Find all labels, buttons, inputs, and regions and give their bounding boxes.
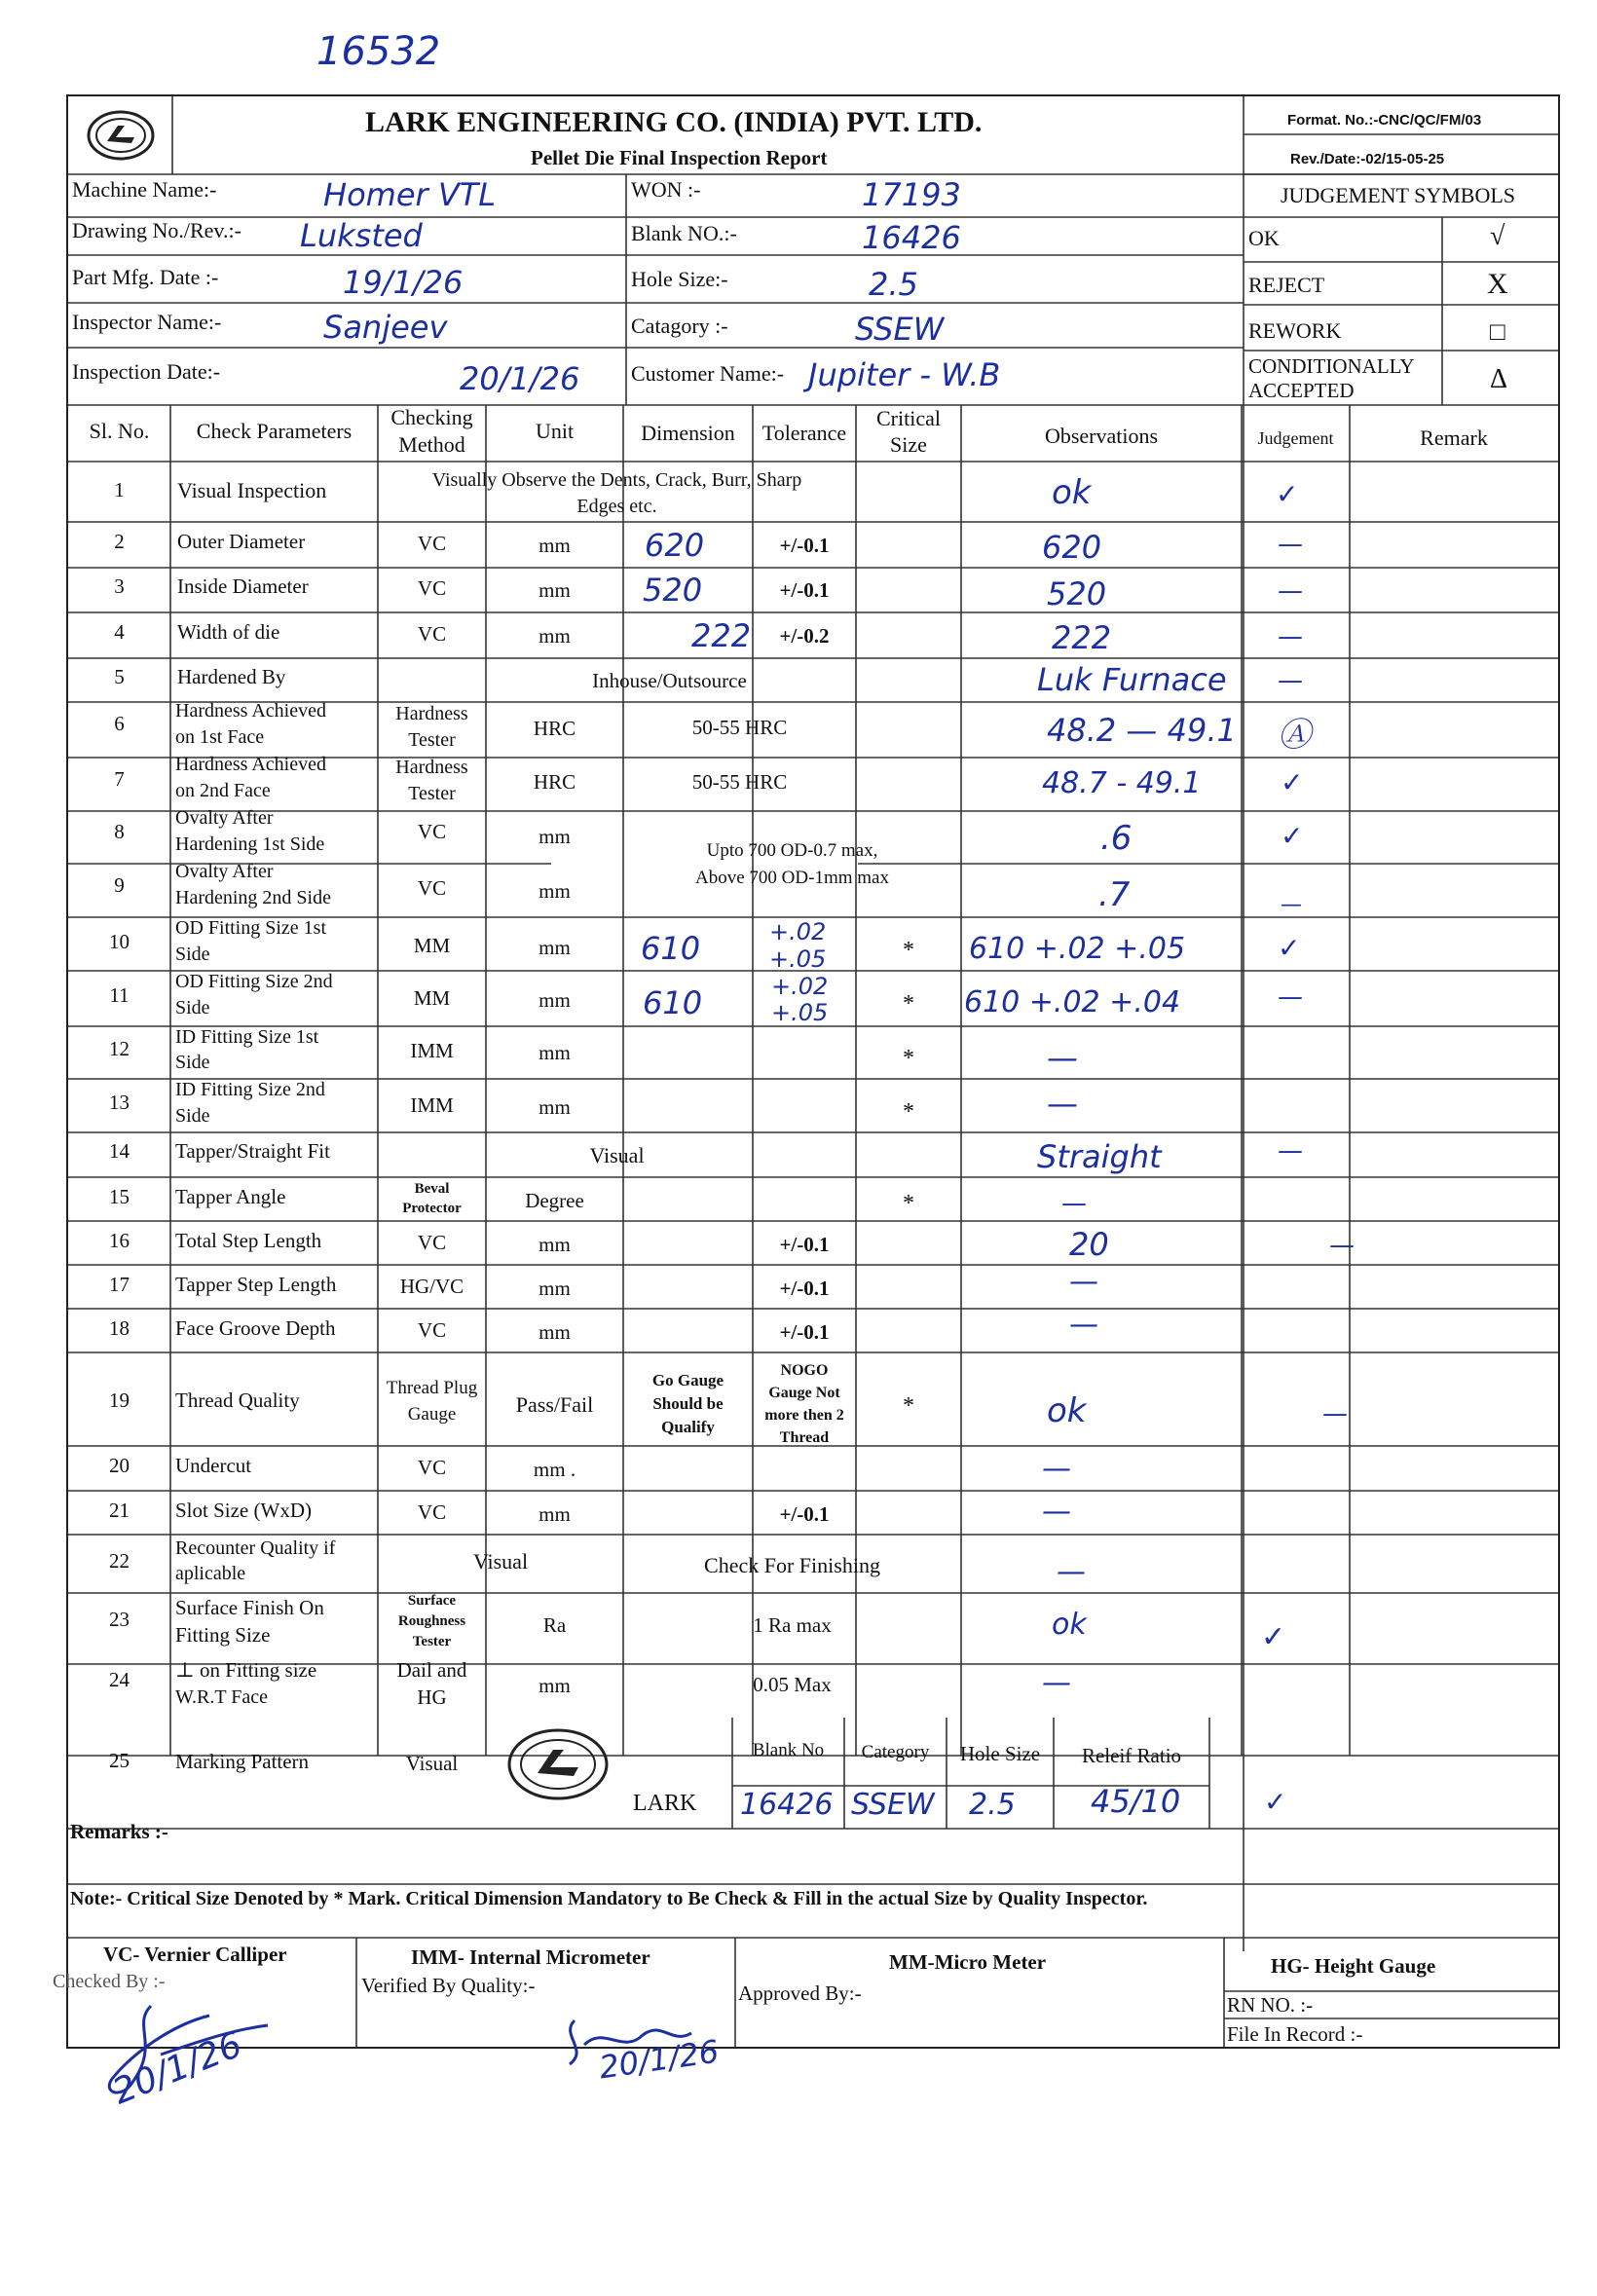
row-15-method-a: Beval <box>414 1181 450 1197</box>
col-method-1: Checking <box>390 405 473 429</box>
col-observations: Observations <box>1044 424 1159 448</box>
machine-name-label: Machine Name:- <box>72 177 217 202</box>
row-21-observation: — <box>1042 1495 1071 1529</box>
rn-number-label: RN NO. :- <box>1227 1993 1314 2017</box>
row-10-method: MM <box>413 934 451 957</box>
col-check-parameters: Check Parameters <box>196 419 353 443</box>
row-19-tolerance-c: more then 2 <box>764 1407 844 1424</box>
symbol-conditional-label-2: ACCEPTED <box>1248 379 1355 402</box>
row-16-param: Total Step Length <box>175 1229 322 1252</box>
row-19-method-b: Gauge <box>407 1404 457 1425</box>
row-21-param: Slot Size (WxD) <box>175 1499 312 1522</box>
row-23-observation: ok <box>1052 1608 1087 1642</box>
row-10-dimension: 610 <box>641 930 701 967</box>
row-25-relief-header: Releif Ratio <box>1081 1744 1182 1767</box>
row-7-no: 7 <box>114 767 125 791</box>
row-11-unit: mm <box>539 988 571 1012</box>
row-11-param-b: Side <box>175 997 210 1018</box>
row-2-method: VC <box>417 532 447 555</box>
row-5-observation: Luk Furnace <box>1037 661 1227 698</box>
row-20-param: Undercut <box>175 1454 252 1477</box>
symbol-reject-label: REJECT <box>1248 273 1325 297</box>
row-3-param: Inside Diameter <box>177 574 309 598</box>
row-2-observation: 620 <box>1042 529 1102 566</box>
customer-name-value: Jupiter - W.B <box>808 356 1001 393</box>
row-13-no: 13 <box>109 1091 130 1114</box>
row-12-critical-mark: * <box>903 1046 914 1071</box>
row-25-category-value: SSEW <box>851 1788 935 1822</box>
row-12-param-b: Side <box>175 1052 210 1073</box>
row-22-no: 22 <box>109 1549 130 1573</box>
document-number: 16532 <box>316 29 441 74</box>
row-5-judgement: — <box>1278 666 1303 695</box>
row-19-param: Thread Quality <box>175 1389 300 1412</box>
row-12-param-a: ID Fitting Size 1st <box>175 1026 319 1048</box>
legend-hg: HG- Height Gauge <box>1271 1954 1436 1978</box>
row-14-merged: Visual <box>589 1143 645 1167</box>
row-19-tolerance-d: Thread <box>779 1429 830 1446</box>
inspection-date-value: 20/1/26 <box>460 360 580 397</box>
row-25-category-header: Category <box>861 1742 930 1762</box>
row-8-observation: .6 <box>1100 819 1133 858</box>
row-19-dimension-b: Should be <box>652 1394 724 1413</box>
row-14-judgement: — <box>1278 1136 1303 1166</box>
row-2-unit: mm <box>539 534 571 557</box>
row-10-judgement: ✓ <box>1278 932 1301 964</box>
symbol-conditional-label-1: CONDITIONALLY <box>1248 354 1415 378</box>
legend-vc: VC- Vernier Calliper <box>103 1943 287 1966</box>
row-6-observation: 48.2 — 49.1 <box>1047 712 1237 749</box>
col-critical-2: Size <box>890 432 927 457</box>
col-remark: Remark <box>1420 426 1488 450</box>
row-21-method: VC <box>417 1500 447 1524</box>
checked-by-label: Checked By :- <box>53 1971 166 1992</box>
row-8-method: VC <box>417 820 447 843</box>
row-7-method-a: Hardness <box>395 757 468 778</box>
won-label: WON :- <box>631 177 701 202</box>
row-4-judgement: — <box>1278 622 1303 651</box>
row-13-param-b: Side <box>175 1105 210 1127</box>
row-10-tolerance-lower: +.05 <box>769 945 827 973</box>
row-18-observation: — <box>1069 1308 1098 1342</box>
row-21-no: 21 <box>109 1499 130 1522</box>
col-judgement: Judgement <box>1257 428 1334 448</box>
row-16-no: 16 <box>109 1229 130 1252</box>
report-title: Pellet Die Final Inspection Report <box>531 146 828 169</box>
row-22-merged: Visual <box>472 1549 529 1574</box>
row-7-param-a: Hardness Achieved <box>175 754 326 775</box>
row-11-tolerance-upper: +.02 <box>771 973 829 1000</box>
row-24-method-a: Dail and <box>396 1658 467 1682</box>
verified-by-date: 20/1/26 <box>596 2032 722 2087</box>
ovalty-spec-a: Upto 700 OD-0.7 max, <box>706 840 878 861</box>
part-mfg-date-value: 19/1/26 <box>343 264 464 301</box>
col-sl-no: Sl. No. <box>89 419 150 443</box>
row-6-param-b: on 1st Face <box>175 726 265 748</box>
legend-mm: MM-Micro Meter <box>889 1950 1047 1974</box>
symbol-rework-label: REWORK <box>1248 318 1342 343</box>
row-2-tolerance: +/-0.1 <box>779 534 830 557</box>
row-4-dimension: 222 <box>691 617 752 654</box>
row-3-judgement: — <box>1278 576 1303 606</box>
row-24-method-b: HG <box>417 1685 447 1709</box>
company-name: LARK ENGINEERING CO. (INDIA) PVT. LTD. <box>365 106 983 138</box>
row-9-observation: .7 <box>1098 875 1131 914</box>
row-12-unit: mm <box>539 1041 571 1064</box>
row-9-judgement: — <box>1281 893 1302 917</box>
verified-by-label: Verified By Quality:- <box>361 1974 536 1997</box>
row-10-critical-mark: * <box>903 938 914 963</box>
row-10-param-a: OD Fitting Size 1st <box>175 917 327 939</box>
row-4-unit: mm <box>539 624 571 648</box>
row-18-method: VC <box>417 1318 447 1342</box>
row-9-method: VC <box>417 876 447 900</box>
row-25-no: 25 <box>109 1749 130 1772</box>
inspection-date-label: Inspection Date:- <box>72 359 221 384</box>
checked-by-date: 20/1/26 <box>107 2024 248 2113</box>
row-2-no: 2 <box>114 530 125 553</box>
row-3-tolerance: +/-0.1 <box>779 578 830 602</box>
row-2-judgement: — <box>1278 530 1303 559</box>
row-23-no: 23 <box>109 1608 130 1631</box>
row-25-subgrid <box>68 96 1558 2047</box>
row-19-tolerance-a: NOGO <box>780 1362 829 1379</box>
row-7-observation: 48.7 - 49.1 <box>1042 766 1202 800</box>
symbol-conditional-icon: Δ <box>1490 364 1508 394</box>
row-14-param: Tapper/Straight Fit <box>175 1139 330 1163</box>
row-9-no: 9 <box>114 873 125 897</box>
row-9-param-b: Hardening 2nd Side <box>175 887 331 908</box>
row-6-unit: HRC <box>533 717 576 740</box>
row-3-method: VC <box>417 576 447 600</box>
col-tolerance: Tolerance <box>761 421 847 445</box>
row-4-method: VC <box>417 622 447 646</box>
blank-number-label: Blank NO.:- <box>631 221 737 245</box>
row-16-judgement: — <box>1329 1231 1355 1260</box>
row-1-no: 1 <box>114 478 125 501</box>
row-12-no: 12 <box>109 1037 130 1060</box>
row-9-unit: mm <box>539 879 571 903</box>
row-24-dimension: 0.05 Max <box>753 1673 832 1696</box>
symbol-ok-label: OK <box>1248 226 1280 250</box>
hole-size-label: Hole Size:- <box>631 267 728 291</box>
row-19-judgement: — <box>1322 1399 1348 1428</box>
row-15-unit: Degree <box>525 1189 584 1212</box>
row-10-tolerance-upper: +.02 <box>769 918 827 945</box>
row-19-dimension-a: Go Gauge <box>651 1371 724 1389</box>
row-23-judgement: ✓ <box>1261 1620 1286 1654</box>
symbol-ok-icon: √ <box>1490 221 1505 251</box>
row-13-observation: — <box>1047 1085 1078 1122</box>
hole-size-value: 2.5 <box>869 266 918 303</box>
row-25-param: Marking Pattern <box>175 1750 310 1773</box>
inspector-name-label: Inspector Name:- <box>72 310 222 334</box>
won-value: 17193 <box>862 176 961 213</box>
row-13-unit: mm <box>539 1095 571 1119</box>
row-3-dimension: 520 <box>643 572 703 609</box>
row-20-observation: — <box>1042 1452 1071 1486</box>
row-24-param-b: W.R.T Face <box>175 1686 268 1708</box>
row-6-judgement: Ⓐ <box>1278 716 1311 755</box>
col-dimension: Dimension <box>641 421 735 445</box>
approved-by-label: Approved By:- <box>738 1981 862 2005</box>
row-16-method: VC <box>417 1231 447 1254</box>
critical-size-note: Note:- Critical Size Denoted by * Mark. Critical Dimension Mandatory to Be Check & Fill in the actual Size by Quality Inspector. <box>70 1888 1148 1909</box>
row-4-observation: 222 <box>1052 619 1112 656</box>
row-17-method: HG/VC <box>399 1275 464 1298</box>
row-5-no: 5 <box>114 665 125 688</box>
row-16-tolerance: +/-0.1 <box>779 1233 830 1256</box>
row-19-dimension-c: Qualify <box>661 1418 715 1436</box>
row-6-no: 6 <box>114 712 125 735</box>
symbol-reject-icon: X <box>1487 268 1508 300</box>
row-25-hole-value: 2.5 <box>969 1788 1016 1822</box>
row-22-param-a: Recounter Quality if <box>175 1537 336 1559</box>
row-6-param-a: Hardness Achieved <box>175 700 326 722</box>
row-23-method-b: Roughness <box>397 1613 466 1629</box>
row-2-dimension: 620 <box>645 527 705 564</box>
row-13-param-a: ID Fitting Size 2nd <box>175 1079 325 1100</box>
row-19-observation: ok <box>1047 1391 1087 1430</box>
row-8-unit: mm <box>539 825 571 848</box>
row-25-method: Visual <box>405 1752 459 1775</box>
row-1-param: Visual Inspection <box>177 478 327 502</box>
row-23-param-b: Fitting Size <box>175 1623 271 1647</box>
col-critical-1: Critical <box>876 406 941 430</box>
row-1-method-a: Visually Observe the Dents, Crack, Burr, Sharp <box>431 469 802 491</box>
row-20-no: 20 <box>109 1454 130 1477</box>
row-25-blank-value: 16426 <box>740 1788 834 1822</box>
row-5-merged: Inhouse/Outsource <box>592 669 747 692</box>
row-4-tolerance: +/-0.2 <box>779 624 830 648</box>
row-11-critical-mark: * <box>903 991 914 1017</box>
row-25-hole-header: Hole Size <box>959 1742 1041 1765</box>
row-15-critical-mark: * <box>903 1191 914 1216</box>
row-25-relief-value: 45/10 <box>1091 1783 1181 1820</box>
row-8-param-a: Ovalty After <box>175 807 274 829</box>
row-15-method-b: Protector <box>402 1201 462 1216</box>
row-23-unit: Ra <box>542 1613 567 1637</box>
row-10-param-b: Side <box>175 944 210 965</box>
row-24-unit: mm <box>539 1674 571 1697</box>
row-11-observation: 610 +.02 +.04 <box>964 985 1181 1019</box>
row-16-observation: 20 <box>1069 1226 1109 1263</box>
drawing-number-label: Drawing No./Rev.:- <box>72 218 241 242</box>
row-24-observation: — <box>1042 1666 1071 1700</box>
row-12-observation: — <box>1047 1039 1078 1076</box>
row-20-unit: mm . <box>533 1458 576 1481</box>
machine-name-value: Homer VTL <box>323 176 497 213</box>
row-22-dimension: Check For Finishing <box>704 1553 880 1577</box>
row-10-no: 10 <box>109 930 130 953</box>
row-19-critical-mark: * <box>903 1393 914 1419</box>
row-14-observation: Straight <box>1037 1138 1162 1175</box>
row-7-method-b: Tester <box>408 783 456 804</box>
row-19-no: 19 <box>109 1389 130 1412</box>
row-7-dimension: 50-55 HRC <box>691 770 788 794</box>
row-23-dimension: 1 Ra max <box>753 1613 832 1637</box>
row-22-param-b: aplicable <box>175 1563 246 1584</box>
col-unit: Unit <box>535 419 575 443</box>
row-1-method-b: Edges etc. <box>576 496 657 517</box>
row-23-param-a: Surface Finish On <box>175 1596 324 1619</box>
row-3-unit: mm <box>539 578 571 602</box>
inspector-name-value: Sanjeev <box>323 309 448 346</box>
row-18-no: 18 <box>109 1316 130 1340</box>
file-in-record-label: File In Record :- <box>1227 2022 1363 2046</box>
row-18-param: Face Groove Depth <box>175 1316 336 1340</box>
row-18-tolerance: +/-0.1 <box>779 1320 830 1344</box>
row-7-param-b: on 2nd Face <box>175 780 271 801</box>
row-13-critical-mark: * <box>903 1099 914 1125</box>
row-21-tolerance: +/-0.1 <box>779 1502 830 1526</box>
row-1-observation: ok <box>1052 473 1092 512</box>
category-label: Catagory :- <box>631 314 728 338</box>
row-7-judgement: ✓ <box>1281 766 1304 798</box>
row-17-no: 17 <box>109 1273 130 1296</box>
row-11-tolerance-lower: +.05 <box>771 999 829 1026</box>
row-8-param-b: Hardening 1st Side <box>175 833 325 855</box>
row-22-observation: — <box>1057 1555 1086 1589</box>
row-4-param: Width of die <box>177 620 280 644</box>
row-11-judgement: — <box>1278 982 1303 1012</box>
inspection-form <box>53 94 1560 2049</box>
drawing-number-value: Luksted <box>300 217 423 254</box>
symbol-rework-icon: □ <box>1490 317 1505 346</box>
row-16-unit: mm <box>539 1233 571 1256</box>
row-3-no: 3 <box>114 574 125 598</box>
revision-date: Rev./Date:-02/15-05-25 <box>1290 151 1445 167</box>
row-9-param-a: Ovalty After <box>175 861 274 882</box>
row-6-dimension: 50-55 HRC <box>691 716 788 739</box>
row-24-param-a: ⊥ on Fitting size <box>175 1658 317 1682</box>
row-25-blank-header: Blank No <box>752 1740 825 1760</box>
row-19-tolerance-b: Gauge Not <box>768 1385 840 1401</box>
category-value: SSEW <box>855 311 945 348</box>
ovalty-spec-b: Above 700 OD-1mm max <box>695 868 889 888</box>
row-24-no: 24 <box>109 1668 130 1691</box>
part-mfg-date-label: Part Mfg. Date :- <box>72 265 219 289</box>
row-20-method: VC <box>417 1456 447 1479</box>
row-14-no: 14 <box>109 1139 130 1163</box>
row-15-param: Tapper Angle <box>175 1185 286 1208</box>
row-17-tolerance: +/-0.1 <box>779 1277 830 1300</box>
row-12-method: IMM <box>410 1039 454 1062</box>
row-8-no: 8 <box>114 820 125 843</box>
row-11-method: MM <box>413 986 451 1010</box>
row-1-judgement: ✓ <box>1276 478 1299 510</box>
row-11-param-a: OD Fitting Size 2nd <box>175 971 333 992</box>
row-13-method: IMM <box>410 1093 454 1117</box>
row-7-unit: HRC <box>533 770 576 794</box>
row-23-method-c: Tester <box>412 1634 452 1649</box>
row-23-method-a: Surface <box>407 1593 457 1609</box>
row-25-judgement: ✓ <box>1264 1786 1287 1818</box>
blank-number-value: 16426 <box>862 219 961 256</box>
legend-imm: IMM- Internal Micrometer <box>411 1945 650 1969</box>
row-6-method-a: Hardness <box>395 703 468 724</box>
row-10-observation: 610 +.02 +.05 <box>969 932 1186 966</box>
row-6-method-b: Tester <box>408 729 456 751</box>
row-25-lark: LARK <box>633 1791 697 1816</box>
row-8-judgement: ✓ <box>1281 820 1304 852</box>
customer-name-label: Customer Name:- <box>631 361 785 386</box>
row-18-unit: mm <box>539 1320 571 1344</box>
row-11-no: 11 <box>109 983 130 1007</box>
row-17-observation: — <box>1069 1265 1098 1299</box>
col-method-2: Method <box>398 432 465 457</box>
row-15-no: 15 <box>109 1185 130 1208</box>
row-19-method-a: Thread Plug <box>386 1378 478 1398</box>
format-number: Format. No.:-CNC/QC/FM/03 <box>1287 112 1482 129</box>
row-10-unit: mm <box>539 936 571 959</box>
row-5-param: Hardened By <box>177 665 286 688</box>
row-3-observation: 520 <box>1047 575 1107 612</box>
row-17-unit: mm <box>539 1277 571 1300</box>
row-11-dimension: 610 <box>643 984 703 1021</box>
judgement-symbols-title: JUDGEMENT SYMBOLS <box>1281 183 1516 207</box>
row-21-unit: mm <box>539 1502 571 1526</box>
row-19-unit: Pass/Fail <box>515 1392 594 1417</box>
remarks-label: Remarks :- <box>70 1820 168 1843</box>
row-4-no: 4 <box>114 620 125 644</box>
row-2-param: Outer Diameter <box>177 530 306 553</box>
row-15-observation: — <box>1061 1189 1087 1218</box>
row-17-param: Tapper Step Length <box>175 1273 337 1296</box>
